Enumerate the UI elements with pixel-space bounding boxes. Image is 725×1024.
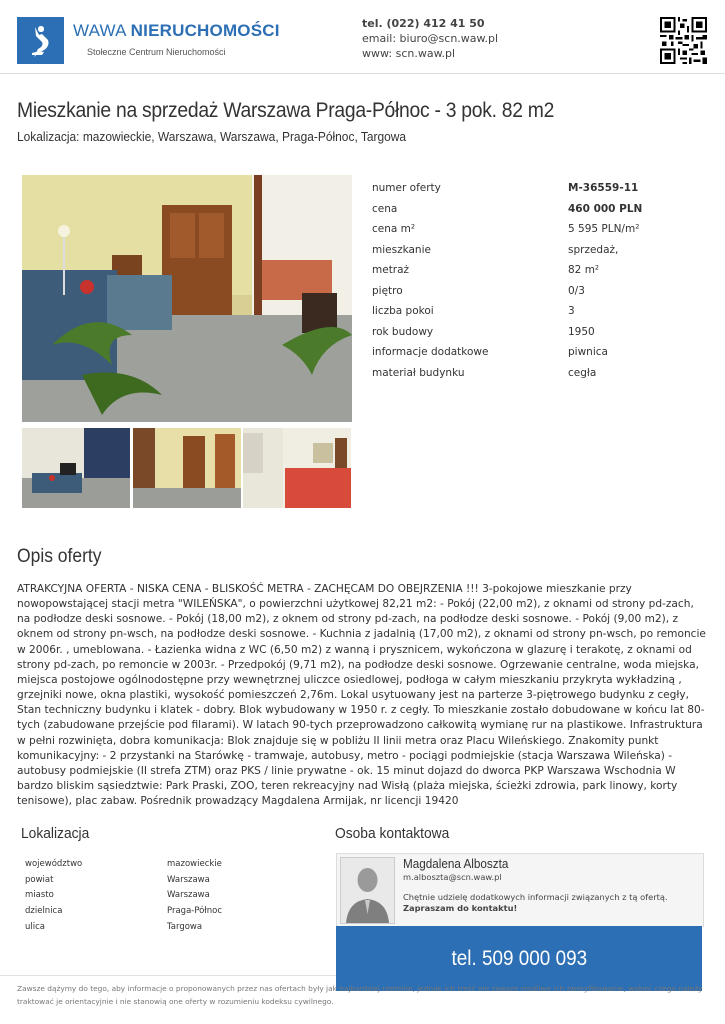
detail-row-price bbox=[372, 199, 672, 220]
thumbnail-photo-1[interactable] bbox=[22, 428, 130, 508]
thumbnail-photo-2[interactable] bbox=[133, 428, 241, 508]
header-email[interactable]: email: biuro@scn.waw.pl bbox=[362, 32, 499, 45]
location-row-voivodeship bbox=[25, 856, 222, 872]
detail-row-extra bbox=[372, 342, 672, 363]
offer-number-value: M-36559-11 bbox=[568, 182, 639, 195]
location-row-street bbox=[25, 919, 222, 935]
extra-value: piwnica bbox=[568, 346, 608, 359]
location-value: Warszawa bbox=[167, 890, 210, 901]
description-text: ATRAKCYJNA OFERTA - NISKA CENA - BLISKOŚĆ METRA - ZACHĘCAM DO OBEJRZENIA !!! 3-pokojowe mieszkanie przy nowopowstającej stacji metra "WILEŃSKA", o powierzchni użytkowej 82,21 m2: - Pokój (22,00 m2), z oknami od strony pd-zach, na podłodze deski sosnowe. - Pokój (18,00 m2), z oknem od strony pd-zach, na podłodze deski sosnowe. - Pokój (9,00 m2), z oknem od strony pn-wsch, na podłodze deski sosnowe. - Kuchnia z jadalnią (17,00 m2), z oknami od strony pn-wsch, po remoncie w 2006r. , umeblowana. - Łazienka widna z WC (6,50 m2) z wanną i prysznicem, wykończona w glazurę i terakotę, z oknami od strony pd-zach, po remoncie w 2003r. - Przedpokój (9,71 m2), na podłodze deski sosnowe. Ogrzewanie centralne, woda miejska, miejsca postojowe ogólnodostępne przy wewnętrznej uliczce osiedlowej, podłoga w całym mieszkaniu przykryta wykładziną , grzejniki nowe, okna plastiki, wysokość pomieszczeń 2,76m. Lokal usytuowany jest na parterze 3-piętrowego budynku z cegły, Stan techniczny budynku i klatek - dobry. Blok wybudowany w 1950 r. z cegły. To mieszkanie zostało dobudowane w końcu lat 80-tych (zabudowane przejście pod filarami). W latach 90-tych przeprowadzono całkowitą wymianę rur na plastikowe. Infrastruktura w pełni rozwinięta, dobra komunikacja: Blok znajduje się w pobliżu II linii metra oraz Placu Wileńskiego. Znakomity punkt komunikacyjny: - 2 przystanki na Starówkę - tramwaje, autobusy, metro - pociągi podmiejskie (stacja Warszawa Wileńska) - autobusy podmiejskie (II strefa ZTM) oraz PKS / linie prywatne - ok. 15 minut dojazd do dworca PKP Warszawa Wschodnia W bardzo bliskim sąsiedztwie: Park Praski, ZOO, teren rekreacyjny nad Wisłą (plaża miejska, ścieżki zdrowia, park linowy, korty tenisowe), plac zabaw. Pośrednik prowadzący Magdalena Armijak, nr licencji 19420 bbox=[17, 583, 706, 808]
location-label: ulica bbox=[25, 922, 45, 933]
contact-heading: Osoba kontaktowa bbox=[335, 825, 450, 842]
thumbnail-image bbox=[22, 428, 130, 508]
footer-divider bbox=[0, 975, 336, 976]
header-contact bbox=[362, 16, 498, 61]
location-row-city bbox=[25, 888, 222, 904]
thumbnail-image bbox=[133, 428, 241, 508]
rooms-value: 3 bbox=[568, 305, 575, 318]
type-value: sprzedaż, bbox=[568, 243, 619, 256]
location-value: Praga-Północ bbox=[167, 906, 223, 917]
detail-row-year bbox=[372, 322, 672, 343]
detail-label: numer oferty bbox=[372, 182, 441, 195]
detail-label: metraż bbox=[372, 264, 410, 277]
mermaid-icon bbox=[26, 23, 56, 59]
listing-title: Mieszkanie na sprzedaż Warszawa Praga-Północ - 3 pok. 82 m2 bbox=[17, 99, 555, 122]
avatar bbox=[340, 857, 395, 924]
qr-code-icon bbox=[660, 17, 707, 64]
detail-row-material bbox=[372, 363, 672, 384]
year-value: 1950 bbox=[568, 325, 595, 338]
listing-location: Lokalizacja: mazowieckie, Warszawa, Warszawa, Praga-Północ, Targowa bbox=[17, 129, 407, 144]
person-silhouette-icon bbox=[341, 858, 394, 923]
brand-subtitle: Stołeczne Centrum Nieruchomości bbox=[87, 47, 226, 57]
header-www[interactable]: www: scn.waw.pl bbox=[362, 47, 456, 60]
detail-row-floor bbox=[372, 281, 672, 302]
floor-value: 0/3 bbox=[568, 284, 585, 297]
location-value: Targowa bbox=[167, 922, 203, 933]
location-label: miasto bbox=[25, 890, 54, 901]
header-phone[interactable]: tel. (022) 412 41 50 bbox=[362, 17, 485, 30]
location-value: mazowieckie bbox=[167, 858, 222, 869]
detail-row-offer-number bbox=[372, 178, 672, 199]
detail-row-type bbox=[372, 240, 672, 261]
footer-disclaimer: Zawsze dążymy do tego, aby informacje o proponowanych przez nas ofertach były jak najbardziej rzetelne, jednak ich treść nie zawsze możliwe ich zweryfikowanie, wobec czego należy traktować je orientacyjnie i nie stanowią one oferty w rozumieniu kodeksu cywilnego. bbox=[17, 984, 703, 1006]
location-label: dzielnica bbox=[25, 906, 63, 917]
description-heading: Opis oferty bbox=[17, 546, 102, 567]
header-divider bbox=[0, 73, 725, 74]
detail-label: liczba pokoi bbox=[372, 305, 434, 318]
material-value: cegła bbox=[568, 366, 597, 379]
thumbnail-image bbox=[243, 428, 351, 508]
detail-label: informacje dodatkowe bbox=[372, 346, 489, 359]
thumbnail-photo-3[interactable] bbox=[243, 428, 351, 508]
detail-row-area bbox=[372, 260, 672, 281]
location-value: Warszawa bbox=[167, 874, 210, 885]
agent-email[interactable]: m.alboszta@scn.waw.pl bbox=[403, 872, 502, 882]
living-room-image bbox=[22, 175, 352, 422]
price-value: 460 000 PLN bbox=[568, 202, 643, 215]
detail-label: rok budowy bbox=[372, 325, 434, 338]
location-label: województwo bbox=[25, 858, 83, 869]
agent-phone: tel. 509 000 093 bbox=[451, 946, 587, 970]
area-value: 82 m² bbox=[568, 264, 600, 277]
detail-label: cena bbox=[372, 202, 398, 215]
detail-label: mieszkanie bbox=[372, 243, 431, 256]
agent-message bbox=[403, 892, 668, 914]
details-table bbox=[372, 178, 672, 383]
location-label: powiat bbox=[25, 874, 54, 885]
company-logo[interactable] bbox=[17, 17, 64, 64]
agent-name: Magdalena Alboszta bbox=[403, 856, 509, 871]
detail-label: cena m² bbox=[372, 223, 416, 236]
detail-row-price-per-m2 bbox=[372, 219, 672, 240]
brand-name: WAWA NIERUCHOMOŚCI bbox=[73, 21, 280, 40]
location-row-district bbox=[25, 903, 222, 919]
location-heading: Lokalizacja bbox=[21, 825, 90, 842]
location-table bbox=[25, 856, 222, 935]
detail-label: piętro bbox=[372, 284, 403, 297]
main-photo[interactable] bbox=[22, 175, 352, 422]
detail-row-rooms bbox=[372, 301, 672, 322]
detail-label: materiał budynku bbox=[372, 366, 465, 379]
agent-message-line: Chętnie udzielę dodatkowych informacji związanych z tą ofertą. bbox=[403, 892, 668, 902]
location-row-county bbox=[25, 872, 222, 888]
price-per-m2-value: 5 595 PLN/m² bbox=[568, 223, 640, 236]
agent-phone-button[interactable] bbox=[336, 926, 702, 991]
agent-cta: Zapraszam do kontaktu! bbox=[403, 903, 518, 913]
